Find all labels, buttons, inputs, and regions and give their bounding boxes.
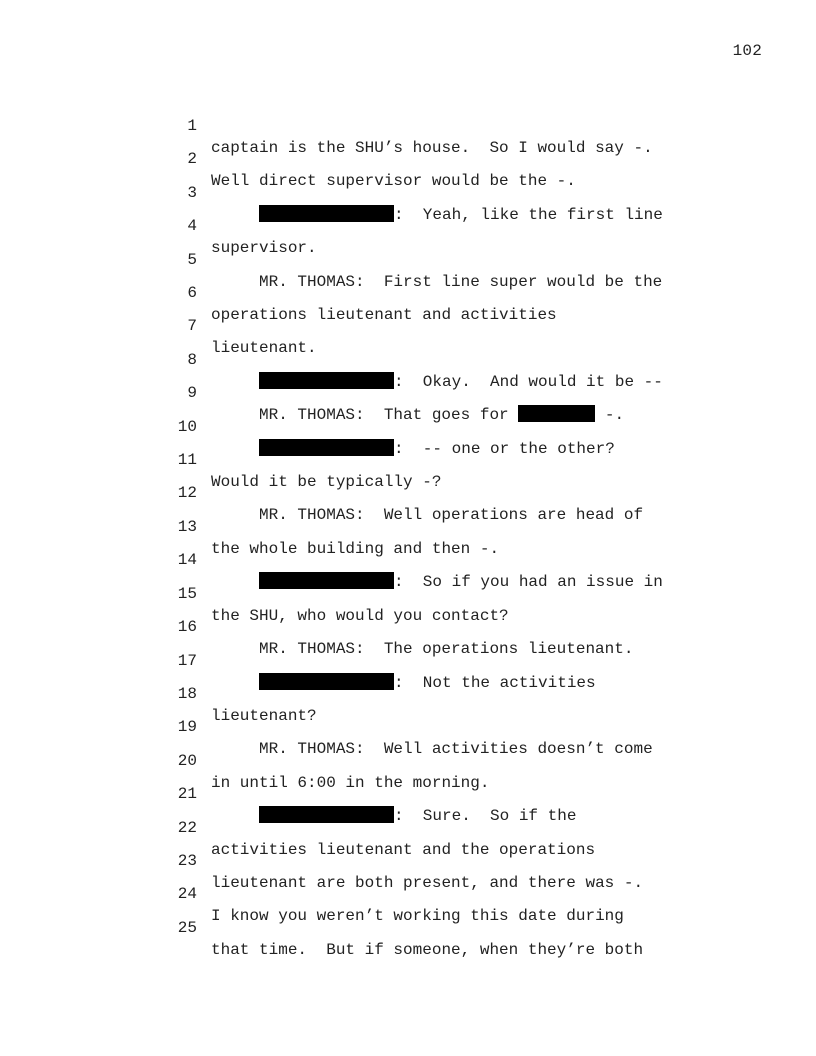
line-text: that time. But if someone, when they’re both — [211, 940, 644, 959]
line-number: 25 — [177, 918, 197, 937]
transcript-line-24 — [172, 861, 672, 926]
line-text: the whole building and then -. — [211, 539, 500, 558]
line-number: 13 — [177, 517, 197, 536]
transcript-line-5 — [172, 227, 672, 291]
line-number: 20 — [177, 751, 197, 770]
line-text: MR. THOMAS: Well activities doesn’t come — [259, 740, 653, 759]
line-number: 3 — [187, 183, 197, 202]
transcript-line-23 — [172, 828, 672, 892]
line-number: 2 — [187, 150, 197, 169]
line-number: 1 — [187, 117, 197, 135]
page-number: 102 — [732, 42, 762, 60]
line-number: 9 — [187, 384, 197, 403]
line-text: lieutenant? — [211, 706, 317, 725]
line-number: 24 — [177, 885, 197, 904]
line-text: lieutenant are both present, and there was -. — [211, 873, 644, 892]
transcript-line-18 — [172, 661, 672, 725]
line-text: activities lieutenant and the operations — [211, 840, 596, 859]
line-number: 21 — [177, 785, 197, 804]
line-text: I know you weren’t working this date during — [211, 907, 624, 926]
line-text: MR. THOMAS: First line super would be the — [259, 272, 663, 291]
line-number: 16 — [177, 618, 197, 637]
transcript-line-13 — [172, 494, 672, 558]
line-text: : Yeah, like the first line — [394, 205, 663, 224]
line-number: 10 — [177, 417, 197, 436]
transcript-line-3 — [172, 160, 672, 224]
transcript-line-17 — [172, 628, 672, 692]
line-text: operations lieutenant and activities — [211, 306, 557, 325]
line-number: 11 — [177, 451, 197, 470]
line-text: : -- one or the other? — [394, 439, 615, 458]
transcript-line-19 — [172, 694, 672, 759]
transcript-line-8 — [172, 327, 672, 391]
transcript-line-4 — [172, 193, 672, 258]
transcript-line-11 — [172, 427, 672, 492]
line-number: 14 — [177, 551, 197, 570]
transcript-line-14 — [172, 527, 672, 592]
transcript-line-6 — [172, 260, 672, 325]
line-number: 7 — [187, 317, 197, 336]
line-number: 12 — [177, 484, 197, 503]
transcript-line-2 — [172, 126, 672, 191]
line-text: in until 6:00 in the morning. — [211, 773, 490, 792]
transcript-line-16 — [172, 594, 672, 659]
transcript-line-25 — [172, 895, 672, 959]
line-number: 17 — [177, 651, 197, 670]
line-number: 4 — [187, 217, 197, 236]
line-text: lieutenant. — [211, 339, 317, 358]
line-number: 5 — [187, 250, 197, 269]
line-text: captain is the SHU’s house. So I would say -. — [211, 139, 653, 157]
line-text: : Okay. And would it be -- — [394, 372, 663, 391]
transcript-line-1 — [172, 93, 672, 157]
transcript-line-9 — [172, 360, 672, 425]
line-number: 8 — [187, 350, 197, 369]
transcript-line-12 — [172, 460, 672, 525]
transcript-line-22 — [172, 795, 672, 859]
line-number: 22 — [177, 818, 197, 837]
transcript-line-7 — [172, 293, 672, 358]
line-text: -. — [595, 406, 625, 425]
transcript-line-21 — [172, 761, 672, 826]
line-number: 6 — [187, 284, 197, 303]
line-text: : Not the activities — [394, 673, 596, 692]
line-number: 23 — [177, 851, 197, 870]
line-text: Would it be typically -? — [211, 473, 442, 492]
line-text: MR. THOMAS: The operations lieutenant. — [259, 640, 634, 659]
transcript-body — [172, 93, 672, 959]
line-text: : So if you had an issue in — [394, 573, 663, 592]
transcript-line-15 — [172, 561, 672, 625]
line-number: 15 — [177, 584, 197, 603]
line-text: : Sure. So if the — [394, 807, 577, 826]
line-number: 18 — [177, 684, 197, 703]
line-text: MR. THOMAS: That goes for — [259, 406, 519, 425]
transcript-line-10 — [172, 394, 672, 458]
line-number: 19 — [177, 718, 197, 737]
line-text: MR. THOMAS: Well operations are head of — [259, 506, 644, 525]
line-text: Well direct supervisor would be the -. — [211, 172, 576, 191]
transcript-line-20 — [172, 728, 672, 792]
line-text: the SHU, who would you contact? — [211, 606, 509, 625]
line-text: supervisor. — [211, 239, 317, 258]
